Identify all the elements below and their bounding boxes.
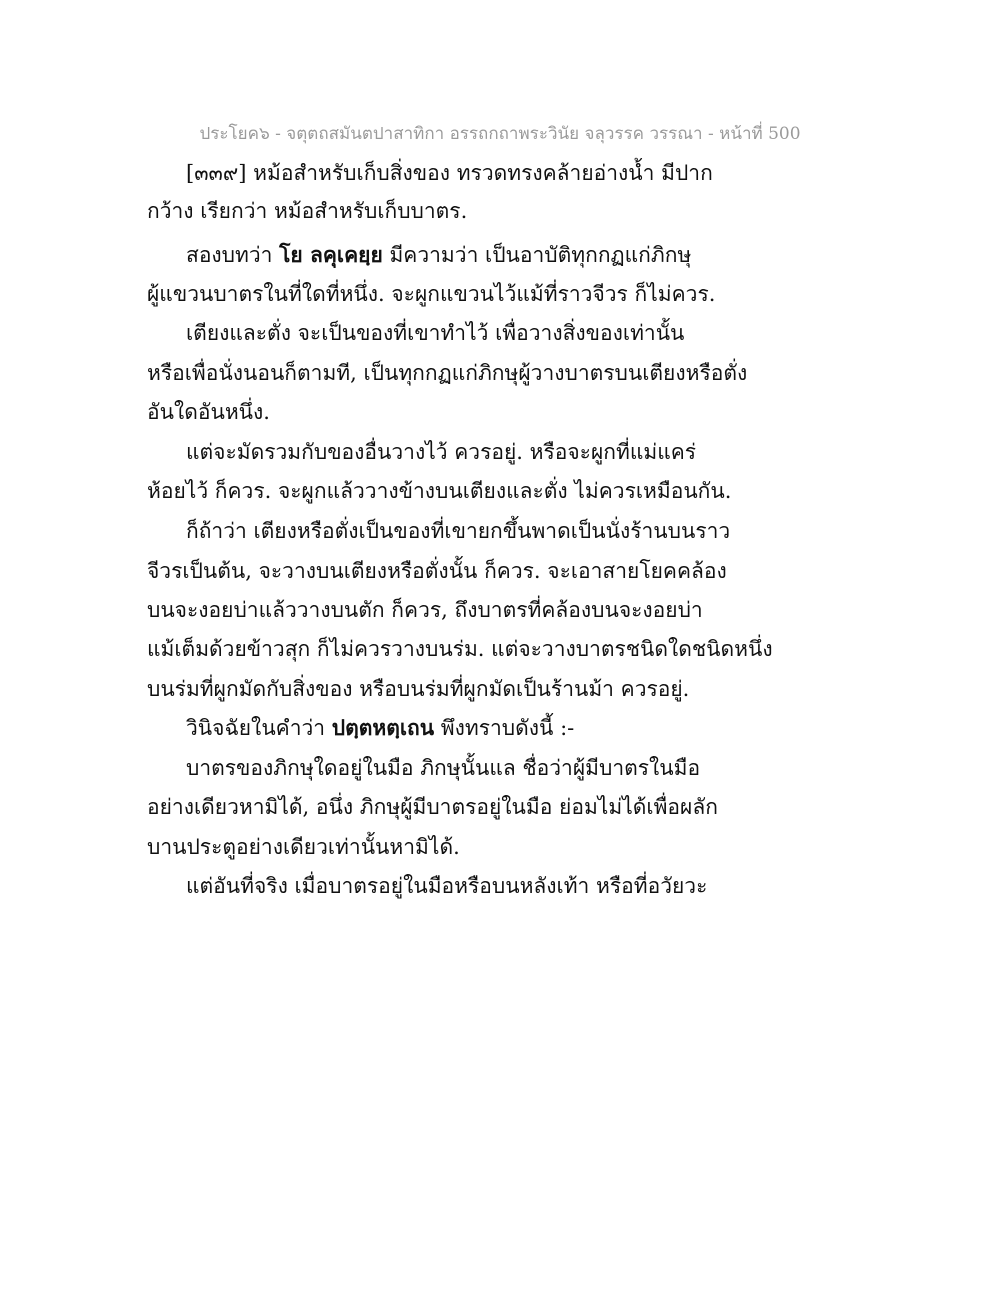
text-line-10: ก็ถ้าว่า เตียงหรือตั่งเป็นของที่เขายกขึ้นพาดเป็นนั่งร้านบนราว	[186, 519, 731, 543]
text-line-18: บานประตูอย่างเดียวเท่านั้นหามิได้.	[147, 835, 460, 859]
text-line-11: จีวรเป็นต้น, จะวางบนเตียงหรือตั่งนั้น ก็ควร. จะเอาสายโยคคล้อง	[147, 559, 727, 583]
text-line-16: บาตรของภิกษุใดอยู่ในมือ ภิกษุนั้นแล ชื่อว่าผู้มีบาตรในมือ	[186, 756, 701, 780]
text-segment: วินิจฉัยในคำว่า	[186, 716, 332, 740]
text-line-7: อันใดอันหนึ่ง.	[147, 400, 270, 424]
text-line-3	[186, 240, 691, 270]
text-line-12: บนจะงอยบ่าแล้ววางบนตัก ก็ควร, ถึงบาตรที่คล้องบนจะงอยบ่า	[147, 598, 703, 622]
text-line-19: แต่อันที่จริง เมื่อบาตรอยู่ในมือหรือบนหลังเท้า หรือที่อวัยวะ	[186, 874, 708, 898]
text-line-6: หรือเพื่อนั่งนอนก็ตามที, เป็นทุกกฏแก่ภิกษุผู้วางบาตรบนเตียงหรือตั่ง	[147, 361, 748, 385]
pali-term: โย ลคุเคยฺย	[279, 242, 383, 267]
text-line-4: ผู้แขวนบาตรในที่ใดที่หนึ่ง. จะผูกแขวนไว้แม้ที่ราวจีวร ก็ไม่ควร.	[147, 282, 716, 306]
text-line-14: บนร่มที่ผูกมัดกับสิ่งของ หรือบนร่มที่ผูกมัดเป็นร้านม้า ควรอยู่.	[147, 677, 690, 701]
text-line-9: ห้อยไว้ ก็ควร. จะผูกแล้ววางข้างบนเตียงและตั่ง ไม่ควรเหมือนกัน.	[147, 479, 732, 503]
text-line-2: กว้าง เรียกว่า หม้อสำหรับเก็บบาตร.	[147, 199, 468, 223]
page-header: ประโยค๖ - จตุตถสมันตปาสาทิกา อรรถกถาพระวินัย จลุวรรค วรรณา - หน้าที่ 500	[199, 124, 801, 144]
text-segment: สองบทว่า	[186, 243, 280, 267]
text-line-17: อย่างเดียวหามิได้, อนึ่ง ภิกษุผู้มีบาตรอยู่ในมือ ย่อมไม่ได้เพื่อผลัก	[147, 795, 718, 819]
text-line-8: แต่จะมัดรวมกับของอื่นวางไว้ ควรอยู่. หรือจะผูกที่แม่แคร่	[186, 440, 697, 464]
text-line-13: แม้เต็มด้วยข้าวสุก ก็ไม่ควรวางบนร่ม. แต่จะวางบาตรชนิดใดชนิดหนึ่ง	[147, 637, 773, 661]
text-line-1: [๓๓๙] หม้อสำหรับเก็บสิ่งของ ทรวดทรงคล้ายอ่างน้ำ มีปาก	[186, 161, 713, 185]
text-segment: มีความว่า เป็นอาบัติทุกกฏแก่ภิกษุ	[382, 243, 692, 267]
text-line-15	[186, 713, 574, 743]
text-line-5: เตียงและตั่ง จะเป็นของที่เขาทำไว้ เพื่อวางสิ่งของเท่านั้น	[186, 321, 685, 345]
pali-term: ปตฺตหตฺเถน	[331, 715, 435, 740]
text-segment: พึงทราบดังนี้ :-	[434, 716, 575, 740]
